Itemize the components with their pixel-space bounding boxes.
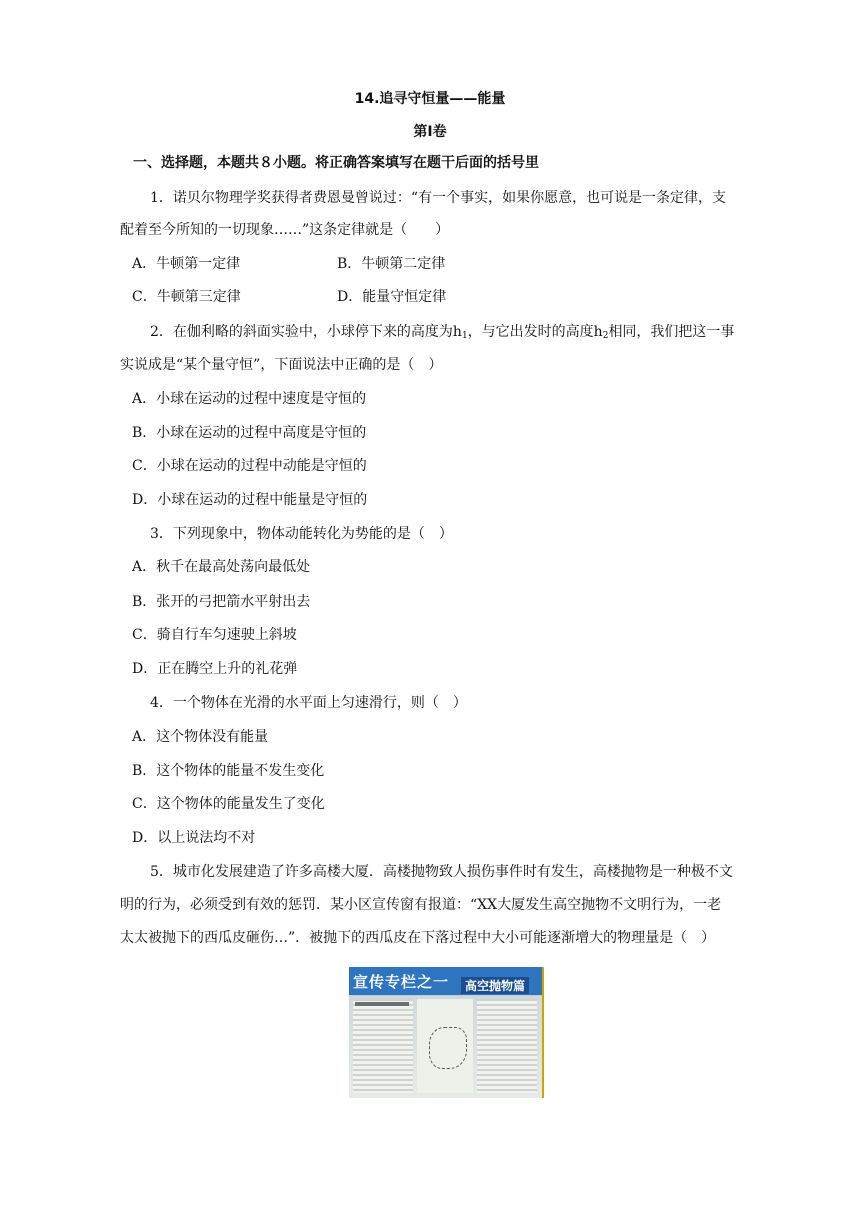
q2-option-c: C．小球在运动的过程中动能是守恒的 (132, 458, 367, 474)
photo-text-column (477, 999, 537, 1093)
q4-option-b: B．这个物体的能量不发生变化 (132, 763, 325, 779)
q2-sub-1: 1 (461, 331, 468, 341)
q4-option-c: C．这个物体的能量发生了变化 (132, 796, 325, 812)
q2-stem-line2: 实说成是“某个量守恒”，下面说法中正确的是（ ） (120, 357, 443, 373)
q4-stem: 4．一个物体在光滑的水平面上匀速滑行，则（ ） (150, 695, 467, 711)
q3-option-a: A．秋千在最高处荡向最低处 (132, 559, 311, 575)
q3-option-c: C．骑自行车匀速驶上斜坡 (132, 627, 297, 643)
page-title: 14.追寻守恒量——能量 (354, 91, 506, 107)
q3-option-d: D．正在腾空上升的礼花弹 (132, 661, 298, 677)
q3-option-b: B．张开的弓把箭水平射出去 (132, 594, 311, 610)
section-heading: 一、选择题，本题共８小题。将正确答案填写在题干后面的括号里 (133, 155, 539, 171)
q5-stem-line2: 明的行为，必须受到有效的惩罚．某小区宣传窗有报道：“XX大厦发生高空抛物不文明行为，一老 (120, 897, 722, 913)
photo-banner-title: 宣传专栏之一 (353, 973, 450, 991)
q1-option-b: B．牛顿第二定律 (337, 256, 446, 272)
volume-heading: 第Ⅰ卷 (413, 124, 447, 140)
q2-sub-2: 2 (602, 331, 609, 341)
q2-text-c: 相同，我们把这一事 (608, 324, 735, 340)
photo-column-heading (355, 1002, 409, 1006)
q5-stem-line1: 5．城市化发展建造了许多高楼大厦．高楼抛物致人损伤事件时有发生，高楼抛物是一种极不文 (150, 864, 733, 880)
q2-text-a: 2．在伽利略的斜面实验中，小球停下来的高度为h (150, 324, 462, 340)
photo-sketch (429, 1027, 467, 1069)
bulletin-board-photo (349, 967, 544, 1098)
q1-stem-line1: 1．诺贝尔物理学奖获得者费恩曼曾说过：“有一个事实，如果你愿意，也可说是一条定律，支 (150, 190, 727, 206)
photo-text-column (353, 999, 413, 1093)
q1-option-c: C．牛顿第三定律 (132, 289, 241, 305)
q3-stem: 3．下列现象中，物体动能转化为势能的是（ ） (150, 526, 453, 542)
photo-banner-tag: 高空抛物篇 (461, 977, 529, 994)
q2-option-d: D．小球在运动的过程中能量是守恒的 (132, 492, 368, 508)
q2-stem-line1 (150, 322, 734, 346)
q4-option-a: A．这个物体没有能量 (132, 729, 269, 745)
q5-stem-line3: 太太被抛下的西瓜皮砸伤…”．被抛下的西瓜皮在下落过程中大小可能逐渐增大的物理量是（ ） (120, 930, 716, 946)
q1-stem-line2: 配着至今所知的一切现象……”这条定律就是（ ） (120, 222, 450, 238)
q4-option-d: D．以上说法均不对 (132, 830, 256, 846)
q2-option-a: A．小球在运动的过程中速度是守恒的 (132, 391, 367, 407)
q2-option-b: B．小球在运动的过程中高度是守恒的 (132, 425, 367, 441)
q1-option-a: A．牛顿第一定律 (132, 256, 241, 272)
q1-option-d: D．能量守恒定律 (337, 289, 447, 305)
q2-text-b: ，与它出发时的高度h (467, 324, 603, 340)
